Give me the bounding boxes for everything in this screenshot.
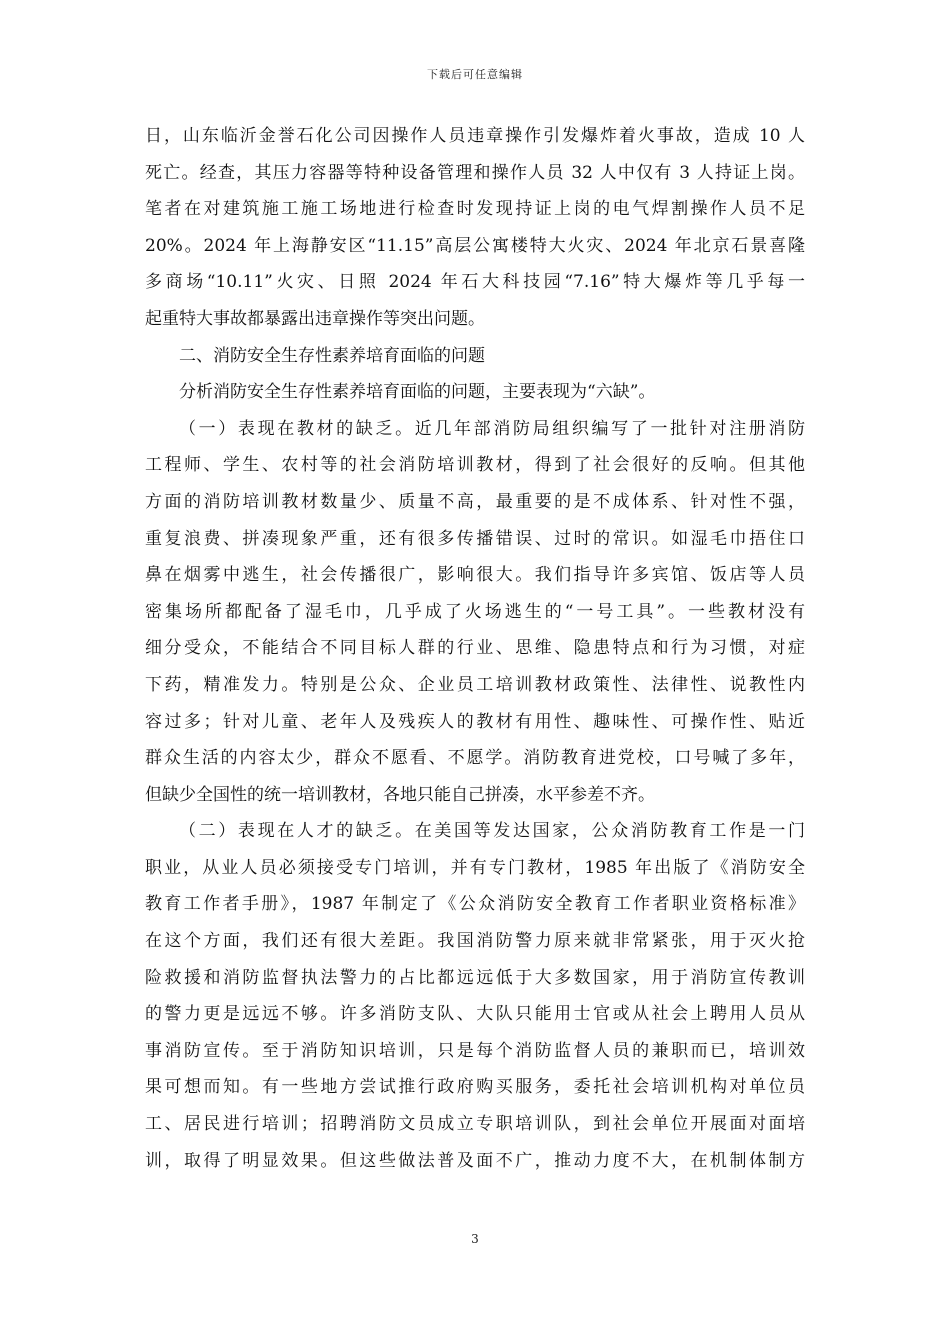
text-line: 教育工作者手册》，1987 年制定了《公众消防安全教育工作者职业资格标准》 bbox=[145, 894, 805, 915]
text-line: 密集场所都配备了湿毛巾，几乎成了火场逃生的“一号工具”。一些教材没有 bbox=[145, 601, 805, 622]
document-body bbox=[145, 118, 805, 1179]
text-line: 训，取得了明显效果。但这些做法普及面不广，推动力度不大，在机制体制方 bbox=[145, 1150, 805, 1171]
text-line: 方面的消防培训教材数量少、质量不高，最重要的是不成体系、针对性不强， bbox=[145, 491, 805, 512]
text-line: 但缺少全国性的统一培训教材，各地只能自己拼凑，水平参差不齐。 bbox=[145, 784, 655, 805]
text-line: 重复浪费、拼凑现象严重，还有很多传播错误、过时的常识。如湿毛巾捂住口 bbox=[145, 528, 805, 549]
page-number: 3 bbox=[471, 1232, 479, 1246]
text-line: 职业，从业人员必须接受专门培训，并有专门教材，1985 年出版了《消防安全 bbox=[145, 857, 805, 878]
text-line: 20%。2024 年上海静安区“11.15”高层公寓楼特大火灾、2024 年北京石景喜隆 bbox=[145, 235, 805, 256]
text-line: 死亡。经查，其压力容器等特种设备管理和操作人员 32 人中仅有 3 人持证上岗。 bbox=[145, 162, 805, 183]
subsection-start-line: （二）表现在人才的缺乏。在美国等发达国家，公众消防教育工作是一门 bbox=[179, 821, 805, 842]
text-line: 容过多；针对儿童、老年人及残疾人的教材有用性、趣味性、可操作性、贴近 bbox=[145, 711, 805, 732]
text-line: 事消防宣传。至于消防知识培训，只是每个消防监督人员的兼职而已，培训效 bbox=[145, 1040, 805, 1061]
text-line: 分析消防安全生存性素养培育面临的问题，主要表现为“六缺”。 bbox=[179, 382, 656, 403]
text-line: 果可想而知。有一些地方尝试推行政府购买服务，委托社会培训机构对单位员 bbox=[145, 1077, 805, 1098]
text-line: 鼻在烟雾中逃生，社会传播很广，影响很大。我们指导许多宾馆、饭店等人员 bbox=[145, 565, 805, 586]
text-line: 日，山东临沂金誉石化公司因操作人员违章操作引发爆炸着火事故，造成 10 人 bbox=[145, 126, 805, 146]
subsection-start-line: （一）表现在教材的缺乏。近几年部消防局组织编写了一批针对注册消防 bbox=[179, 418, 805, 439]
section-heading: 二、消防安全生存性素养培育面临的问题 bbox=[179, 345, 485, 366]
text-line: 笔者在对建筑施工施工场地进行检查时发现持证上岗的电气焊割操作人员不足 bbox=[145, 199, 805, 220]
text-line: 工程师、学生、农村等的社会消防培训教材，得到了社会很好的反响。但其他 bbox=[145, 455, 805, 476]
text-line: 的警力更是远远不够。许多消防支队、大队只能用士官或从社会上聘用人员从 bbox=[145, 1004, 805, 1025]
text-line: 下药，精准发力。特别是公众、企业员工培训教材政策性、法律性、说教性内 bbox=[145, 674, 805, 695]
text-line: 在这个方面，我们还有很大差距。我国消防警力原来就非常紧张，用于灭火抢 bbox=[145, 931, 805, 952]
text-line: 工、居民进行培训；招聘消防文员成立专职培训队，到社会单位开展面对面培 bbox=[145, 1114, 805, 1135]
text-line: 细分受众，不能结合不同目标人群的行业、思维、隐患特点和行为习惯，对症 bbox=[145, 638, 805, 659]
page-header-note: 下载后可任意编辑 bbox=[427, 68, 523, 81]
text-line: 群众生活的内容太少，群众不愿看、不愿学。消防教育进党校，口号喊了多年， bbox=[145, 748, 805, 769]
text-line: 险救援和消防监督执法警力的占比都远远低于大多数国家，用于消防宣传教训 bbox=[145, 967, 805, 988]
text-line: 多商场“10.11”火灾、日照 2024 年石大科技园“7.16”特大爆炸等几乎每一 bbox=[145, 272, 805, 293]
text-line: 起重特大事故都暴露出违章操作等突出问题。 bbox=[145, 308, 485, 329]
